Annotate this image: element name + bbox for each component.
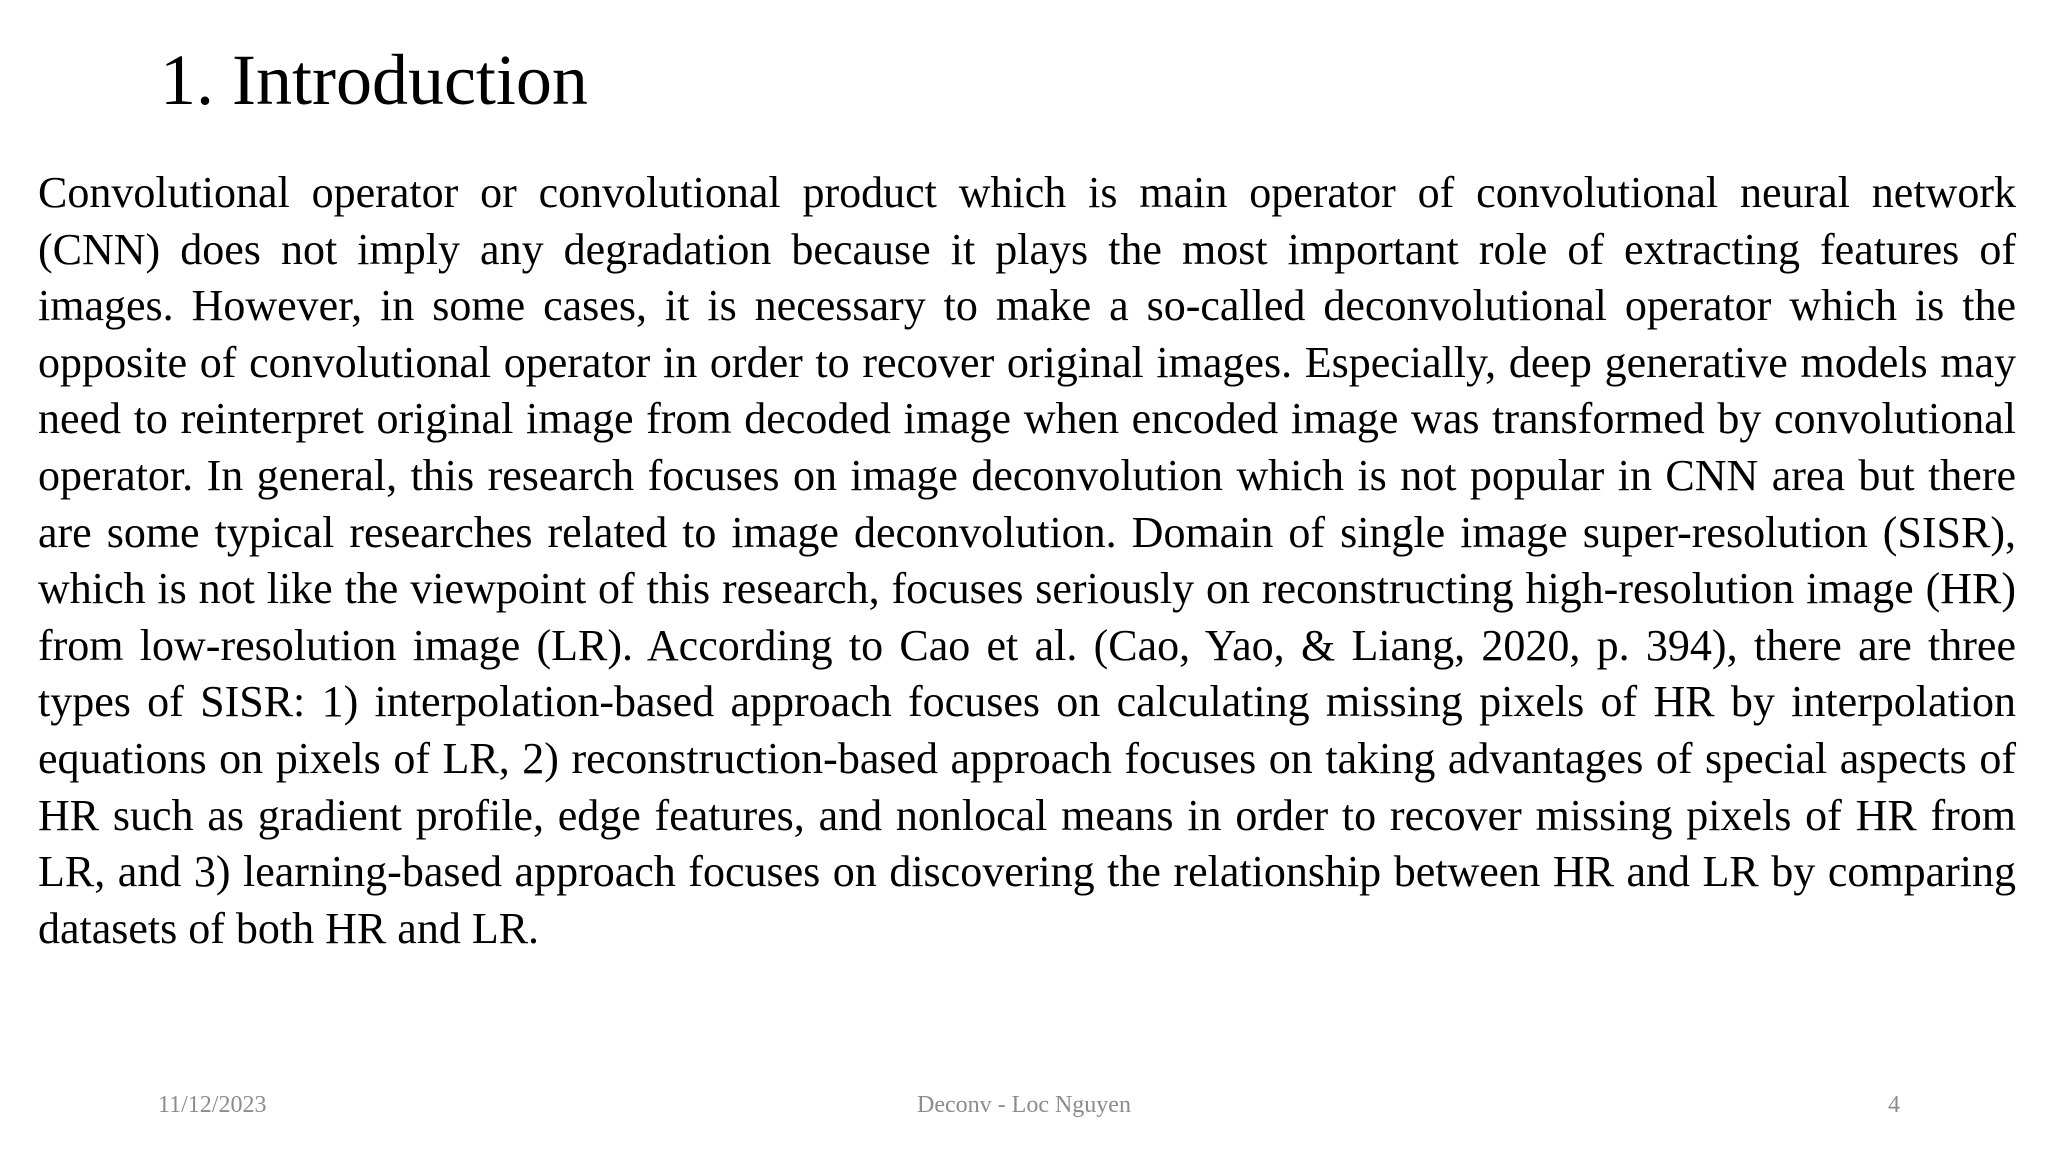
footer-date: 11/12/2023 [158,1092,267,1118]
slide-title: 1. Introduction [160,40,588,120]
slide-body-text: Convolutional operator or convolutional product which is main operator of convolutional neural network (CNN) does not imply any degradation because it plays the most important role of extracting features of images. However, in some cases, it is necessary to make a so-called deconvolutional operator which is the opposite of convolutional operator in order to recover original images. Especially, deep generative models may need to reinterpret original image from decoded image when encoded image was transformed by convolutional operator. In general, this research focuses on image deconvolution which is not popular in CNN area but there are some typical researches related to image deconvolution. Domain of single image super-resolution (SISR), which is not like the viewpoint of this research, focuses seriously on reconstructing high-resolution image (HR) from low-resolution image (LR). According to Cao et al. (Cao, Yao, & Liang, 2020, p. 394), there are three types of SISR: 1) interpolation-based approach focuses on calculating missing pixels of HR by interpolation equations on pixels of LR, 2) reconstruction-based approach focuses on taking advantages of special aspects of HR such as gradient profile, edge features, and nonlocal means in order to recover missing pixels of HR from LR, and 3) learning-based approach focuses on discovering the relationship between HR and LR by comparing datasets of both HR and LR. [38,168,2016,953]
footer-title: Deconv - Loc Nguyen [917,1092,1131,1118]
footer-page-number: 4 [1888,1092,1900,1118]
